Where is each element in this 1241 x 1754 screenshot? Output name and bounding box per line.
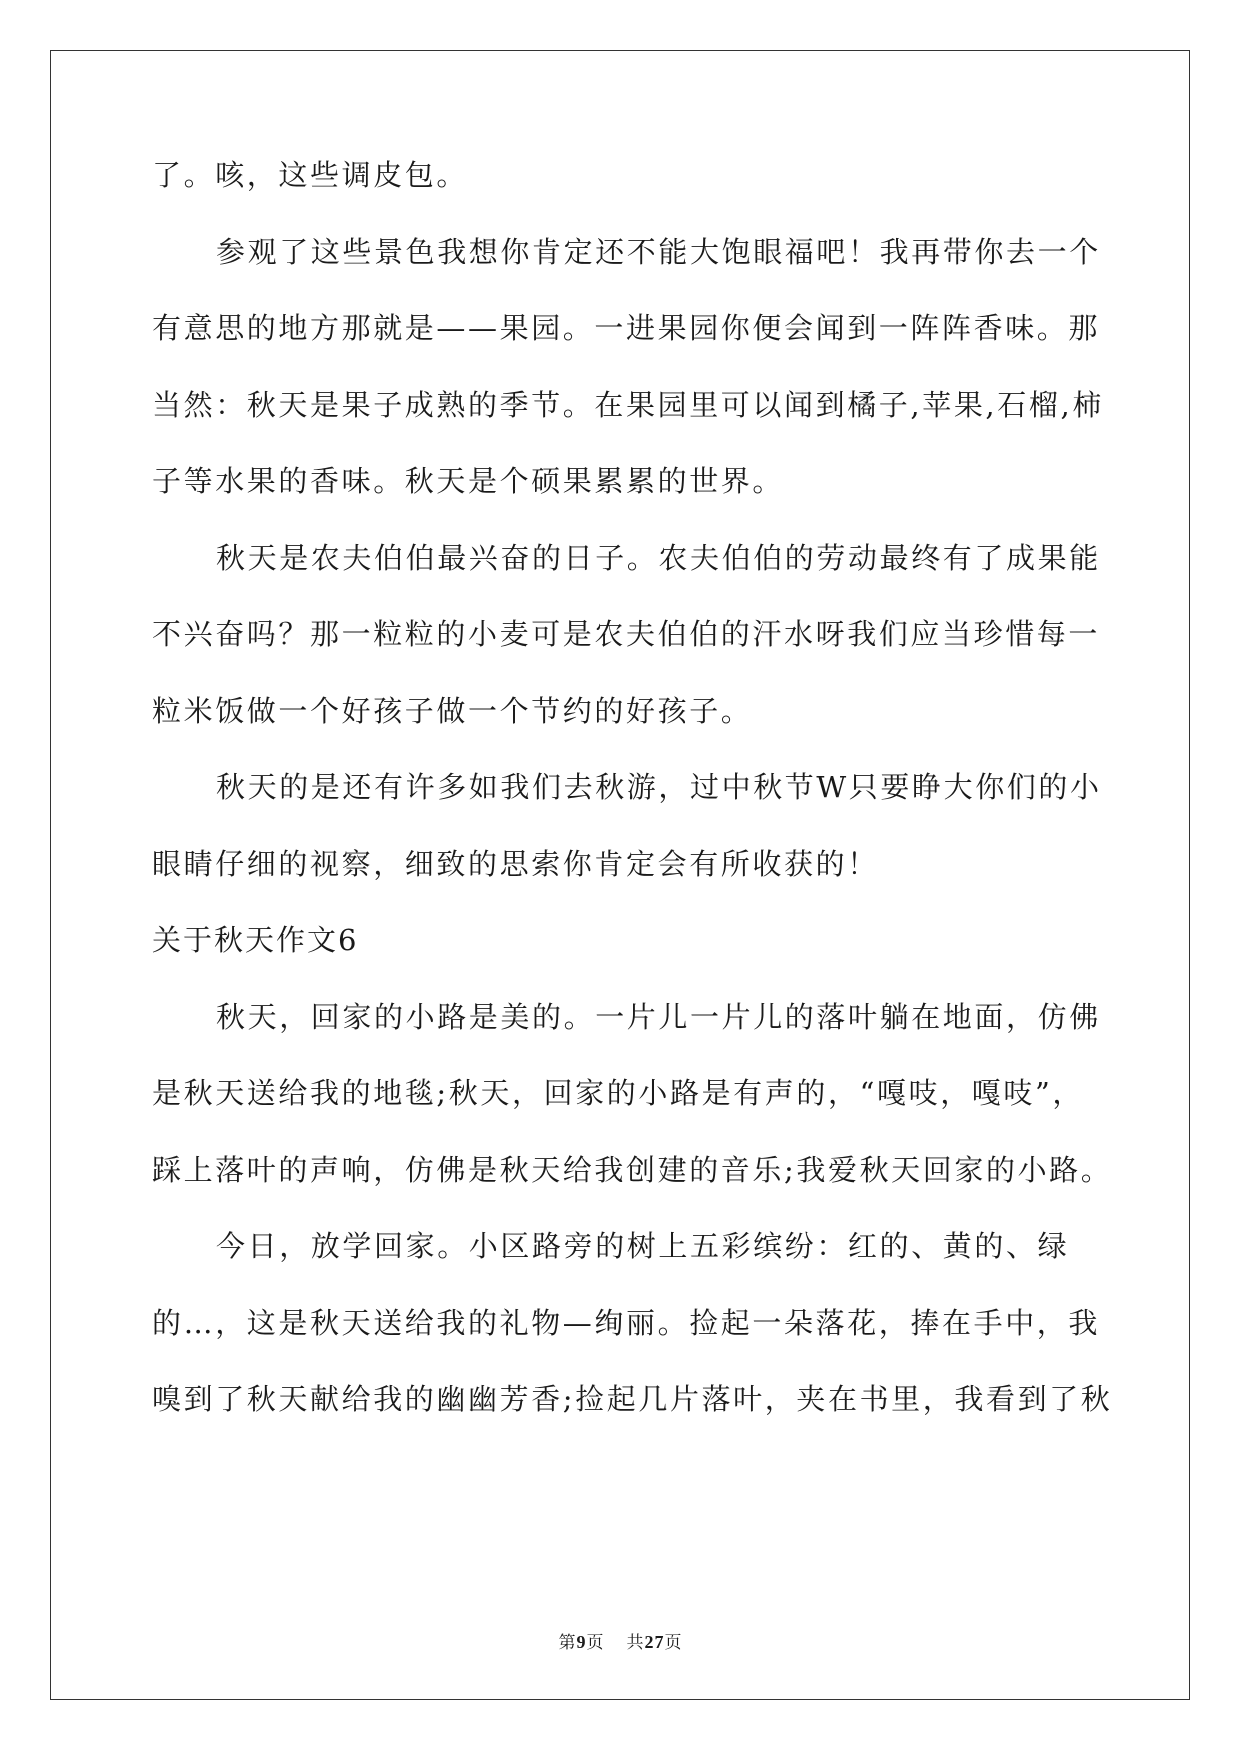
- text-line: 不兴奋吗？那一粒粒的小麦可是农夫伯伯的汗水呀我们应当珍惜每一: [152, 617, 1101, 651]
- text-line: 是秋天送给我的地毯;秋天，回家的小路是有声的，“嘎吱，嘎吱”，: [152, 1076, 1085, 1110]
- page-suffix: 页: [586, 1633, 605, 1653]
- paragraph-start-line: 秋天，回家的小路是美的。一片儿一片儿的落叶躺在地面，仿佛: [216, 1000, 1101, 1034]
- text-line: 踩上落叶的声响，仿佛是秋天给我创建的音乐;我爱秋天回家的小路。: [152, 1153, 1113, 1187]
- total-prefix: 共: [626, 1633, 645, 1653]
- page-prefix: 第: [558, 1633, 577, 1653]
- total-pages: 27: [644, 1632, 665, 1652]
- section-heading: 关于秋天作文6: [152, 923, 359, 957]
- text-line: 子等水果的香味。秋天是个硕果累累的世界。: [152, 464, 785, 498]
- text-line: 的…，这是秋天送给我的礼物—绚丽。捡起一朵落花，捧在手中，我: [152, 1306, 1101, 1340]
- text-line: 眼睛仔细的视察，细致的思索你肯定会有所收获的！: [152, 847, 879, 881]
- paragraph-start-line: 参观了这些景色我想你肯定还不能大饱眼福吧！我再带你去一个: [216, 235, 1101, 269]
- text-line: 了。咳，这些调皮包。: [152, 158, 469, 192]
- text-line: 当然：秋天是果子成熟的季节。在果园里可以闻到橘子,苹果,石榴,柿: [152, 388, 1104, 422]
- total-suffix: 页: [664, 1633, 683, 1653]
- paragraph-start-line: 秋天的是还有许多如我们去秋游，过中秋节W只要睁大你们的小: [216, 770, 1102, 804]
- text-line: 嗅到了秋天献给我的幽幽芳香;捡起几片落叶，夹在书里，我看到了秋: [152, 1382, 1113, 1416]
- paragraph-start-line: 今日，放学回家。小区路旁的树上五彩缤纷：红的、黄的、绿: [216, 1229, 1070, 1263]
- text-line: 粒米饭做一个好孩子做一个节约的好孩子。: [152, 694, 753, 728]
- text-line: 有意思的地方那就是——果园。一进果园你便会闻到一阵阵香味。那: [152, 311, 1101, 345]
- page-number: 9: [576, 1632, 587, 1652]
- paragraph-start-line: 秋天是农夫伯伯最兴奋的日子。农夫伯伯的劳动最终有了成果能: [216, 541, 1101, 575]
- page-footer: [0, 1628, 1241, 1653]
